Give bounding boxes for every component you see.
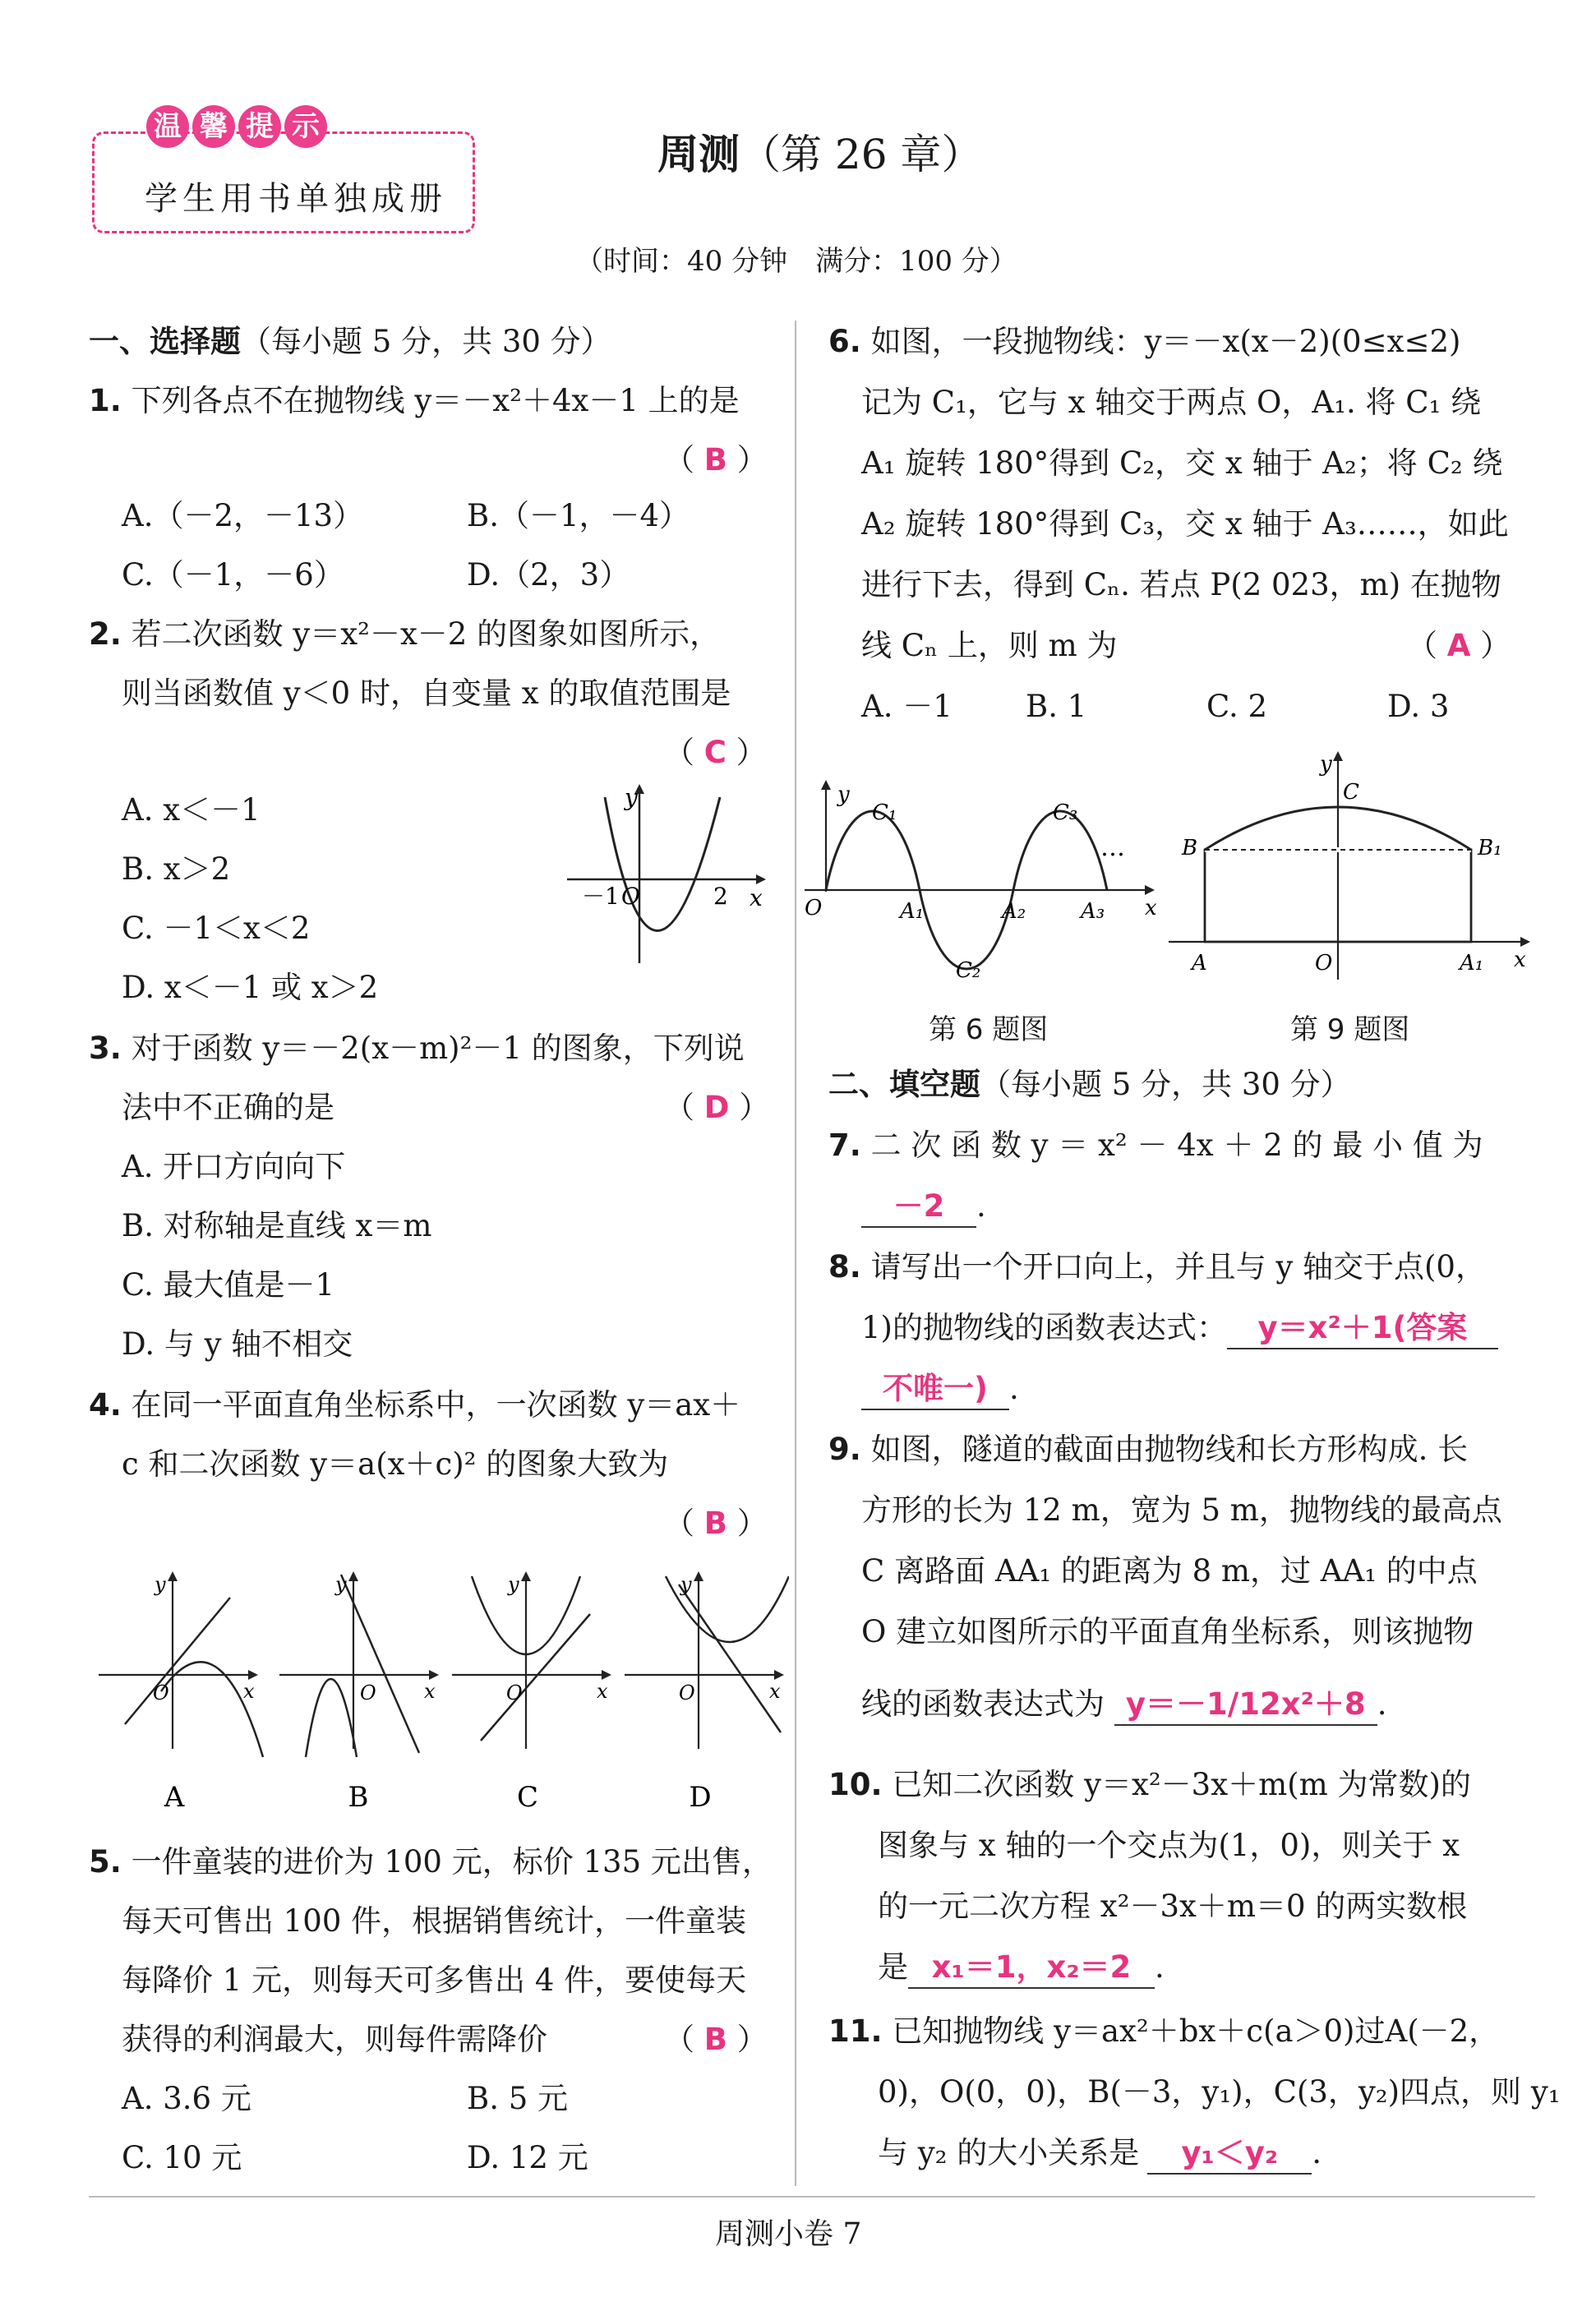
svg-text:O: O bbox=[153, 1681, 169, 1704]
q3-stem-2: 法中不正确的是 bbox=[122, 1090, 334, 1125]
q11-stem-3: 与 y₂ 的大小关系是 y₁＜y₂ . bbox=[878, 2133, 1322, 2175]
q3-answer: D bbox=[703, 1090, 730, 1125]
q2-opt-c: C. －1＜x＜2 bbox=[122, 911, 311, 946]
svg-text:x: x bbox=[597, 1680, 608, 1703]
q1-answer: B bbox=[703, 442, 727, 477]
q5-stem-2: 每天可售出 100 件，根据销售统计，一件童装 bbox=[122, 1903, 747, 1939]
q9-text-5: 线的函数表达式为 bbox=[861, 1686, 1105, 1722]
q9-stem-1 bbox=[828, 1430, 1468, 1469]
q9-number: 9. bbox=[828, 1432, 861, 1467]
fig9-caption: 第 9 题图 bbox=[1290, 1013, 1410, 1046]
title-sub: （第 26 章） bbox=[740, 131, 983, 178]
fig6-label-y: y bbox=[837, 782, 850, 807]
q10-text-4: 是 bbox=[878, 1949, 908, 1985]
fig6-label-a3: A₃ bbox=[1081, 899, 1105, 924]
section1-note: （每小题 5 分，共 30 分） bbox=[241, 324, 611, 359]
q7-answer: －2 bbox=[893, 1188, 945, 1224]
q9-stem-3: C 离路面 AA₁ 的距离为 8 m，过 AA₁ 的中点 bbox=[861, 1553, 1478, 1589]
q2-answer: C bbox=[703, 735, 727, 770]
q2-answer-slot: （ C ） bbox=[664, 735, 767, 770]
q4-answer-slot: （ B ） bbox=[664, 1506, 768, 1541]
q11-number: 11. bbox=[828, 2013, 883, 2049]
q2-stem-2: 则当函数值 y＜0 时，自变量 x 的取值范围是 bbox=[122, 676, 731, 711]
q4-label-a: A bbox=[164, 1781, 185, 1814]
q2-opt-d: D. x＜－1 或 x＞2 bbox=[122, 970, 379, 1005]
q1-opt-a: A.（－2，－13） bbox=[122, 498, 364, 533]
q8-text-1: 请写出一个开口向上，并且与 y 轴交于点(0， bbox=[870, 1249, 1486, 1285]
q6-number: 6. bbox=[828, 324, 861, 359]
q8-stem-3: 不唯一) . bbox=[861, 1369, 1019, 1410]
section2-note: （每小题 5 分，共 30 分） bbox=[980, 1067, 1351, 1102]
q9-stem-5: 线的函数表达式为 y＝－1/12x²＋8 . bbox=[861, 1685, 1387, 1726]
q5-opt-a: A. 3.6 元 bbox=[122, 2081, 251, 2116]
fig9-label-b: B bbox=[1182, 836, 1198, 860]
q5-number: 5. bbox=[89, 1844, 122, 1880]
q6-text-1: 如图，一段抛物线：y＝－x(x－2)(0≤x≤2) bbox=[870, 324, 1461, 359]
q8-stem-1 bbox=[828, 1248, 1486, 1287]
fig9-label-y: y bbox=[1320, 752, 1332, 777]
svg-text:x: x bbox=[769, 1680, 781, 1703]
q4-text-1: 在同一平面直角坐标系中，一次函数 y＝ax＋ bbox=[131, 1387, 741, 1423]
q5-text-1: 一件童装的进价为 100 元，标价 135 元出售， bbox=[131, 1844, 773, 1880]
fig9-label-a1: A₁ bbox=[1460, 951, 1484, 976]
q2-opt-a: A. x＜－1 bbox=[122, 792, 261, 828]
q2-opt-b: B. x＞2 bbox=[122, 851, 231, 887]
q11-answer: y₁＜y₂ bbox=[1181, 2135, 1279, 2170]
page-footer: 周测小卷 7 bbox=[715, 2217, 862, 2251]
q3-opt-c: C. 最大值是－1 bbox=[122, 1267, 335, 1303]
q4-graph-b bbox=[279, 1571, 439, 1757]
fig6-label-c3: C₃ bbox=[1053, 800, 1078, 825]
q6-answer-slot: （ A ） bbox=[1407, 628, 1511, 663]
q2-label-x: x bbox=[750, 884, 763, 911]
q4-label-b: B bbox=[348, 1781, 369, 1814]
q8-answer-2: 不唯一) bbox=[883, 1371, 988, 1406]
q10-stem-4: 是 x₁＝1，x₂＝2 . bbox=[878, 1948, 1165, 1989]
q5-opt-d: D. 12 元 bbox=[467, 2140, 588, 2175]
q4-label-c: C bbox=[516, 1781, 539, 1814]
q4-label-d: D bbox=[689, 1781, 712, 1814]
svg-text:x: x bbox=[424, 1680, 436, 1703]
q6-stem-2: 记为 C₁，它与 x 轴交于两点 O，A₁. 将 C₁ 绕 bbox=[861, 385, 1482, 420]
section2-heading bbox=[828, 1065, 1351, 1105]
q5-stem-3: 每降价 1 元，则每天可多售出 4 件，要使每天 bbox=[122, 1963, 747, 1998]
q3-opt-b: B. 对称轴是直线 x＝m bbox=[122, 1208, 432, 1243]
fig6-caption: 第 6 题图 bbox=[929, 1013, 1049, 1046]
fig9-label-c: C bbox=[1343, 780, 1359, 805]
q4-graph-c bbox=[452, 1571, 611, 1749]
footer-divider bbox=[89, 2196, 1535, 2198]
q9-answer: y＝－1/12x²＋8 bbox=[1125, 1686, 1366, 1722]
q3-number: 3. bbox=[89, 1031, 122, 1066]
q7-answer-line: －2 . bbox=[861, 1187, 986, 1228]
q8-number: 8. bbox=[828, 1249, 861, 1285]
q3-opt-d: D. 与 y 轴不相交 bbox=[122, 1326, 353, 1362]
q2-label-y: y bbox=[625, 784, 638, 811]
svg-text:y: y bbox=[335, 1573, 347, 1596]
q6-opt-a: A. －1 bbox=[861, 689, 953, 724]
fig9-label-a: A bbox=[1192, 951, 1207, 976]
tip-badges bbox=[146, 105, 330, 148]
fig6-label-a2: A₂ bbox=[1002, 899, 1026, 924]
q1-opt-b: B.（－1，－4） bbox=[467, 498, 690, 533]
q9-figure bbox=[1159, 748, 1537, 994]
q4-graph-d bbox=[625, 1571, 789, 1749]
svg-text:y: y bbox=[508, 1573, 519, 1596]
fig9-label-x: x bbox=[1514, 948, 1526, 972]
column-divider bbox=[795, 321, 796, 2186]
q4-number: 4. bbox=[89, 1387, 122, 1423]
q5-opt-c: C. 10 元 bbox=[122, 2140, 242, 2175]
q6-stem-4: A₂ 旋转 180°得到 C₃，交 x 轴于 A₃……，如此 bbox=[861, 506, 1509, 542]
q4-stem-2: c 和二次函数 y＝a(x＋c)² 的图象大致为 bbox=[122, 1446, 669, 1482]
q1-opt-c: C.（－1，－6） bbox=[122, 557, 344, 593]
svg-text:y: y bbox=[155, 1573, 166, 1596]
q8-stem-2 bbox=[861, 1308, 1498, 1349]
q1-number: 1. bbox=[89, 383, 122, 418]
q4-graph-a bbox=[99, 1571, 263, 1757]
q6-opt-d: D. 3 bbox=[1387, 689, 1450, 724]
q6-stem-5: 进行下去，得到 Cₙ. 若点 P(2 023，m) 在抛物 bbox=[861, 567, 1501, 602]
q7-text: 二 次 函 数 y ＝ x² － 4x ＋ 2 的 最 小 值 为 bbox=[870, 1128, 1483, 1163]
svg-text:O: O bbox=[360, 1681, 376, 1704]
tip-char-4: 示 bbox=[284, 105, 327, 148]
q2-x-arrow bbox=[756, 874, 766, 884]
q10-number: 10. bbox=[828, 1767, 883, 1802]
q2-stem-1 bbox=[89, 615, 720, 654]
fig9-label-b1: B₁ bbox=[1478, 836, 1502, 860]
q2-parabola bbox=[605, 797, 720, 931]
q3-stem-1 bbox=[89, 1029, 745, 1068]
q6-answer: A bbox=[1446, 628, 1471, 663]
title-main: 周测 bbox=[657, 131, 740, 178]
svg-text:O: O bbox=[679, 1681, 695, 1704]
q4-stem-1 bbox=[89, 1386, 740, 1425]
fig6-label-c2: C₂ bbox=[956, 958, 981, 983]
q2-label-o: O bbox=[621, 883, 640, 910]
q1-text: 下列各点不在抛物线 y＝－x²＋4x－1 上的是 bbox=[131, 383, 740, 418]
tip-char-1: 温 bbox=[146, 105, 189, 148]
tip-text: 学生用书单独成册 bbox=[145, 180, 447, 218]
q5-answer: B bbox=[703, 2022, 727, 2057]
q6-opt-b: B. 1 bbox=[1026, 689, 1087, 724]
fig6-label-o: O bbox=[805, 896, 823, 920]
section2-label: 二、填空题 bbox=[828, 1067, 980, 1102]
q6-stem-6: 线 Cₙ 上，则 m 为 bbox=[861, 628, 1118, 663]
q7-number: 7. bbox=[828, 1128, 861, 1163]
fig6-label-x: x bbox=[1145, 896, 1157, 920]
q2-label-2: 2 bbox=[713, 883, 728, 910]
q9-text-1: 如图，隧道的截面由抛物线和长方形构成. 长 bbox=[870, 1432, 1469, 1467]
section1-label: 一、选择题 bbox=[89, 324, 241, 359]
q8-text-2: 1)的抛物线的函数表达式： bbox=[861, 1310, 1227, 1345]
svg-text:y: y bbox=[680, 1573, 692, 1596]
q1-stem bbox=[89, 381, 740, 421]
q3-text-1: 对于函数 y＝－2(x－m)²－1 的图象，下列说 bbox=[131, 1031, 745, 1066]
page-title bbox=[657, 122, 982, 181]
q11-stem-2: 0)，O(0，0)，B(－3，y₁)，C(3，y₂)四点，则 y₁ bbox=[878, 2074, 1561, 2110]
q4-graphs bbox=[90, 1568, 789, 1815]
q10-stem-1 bbox=[828, 1765, 1471, 1805]
fig6-ellipsis: … bbox=[1100, 833, 1125, 862]
q1-opt-d: D.（2，3） bbox=[467, 557, 630, 593]
exam-meta: （时间：40 分钟 满分：100 分） bbox=[575, 245, 1017, 278]
fig6-label-a1: A₁ bbox=[900, 899, 925, 924]
fig9-label-o: O bbox=[1315, 951, 1333, 976]
svg-text:x: x bbox=[243, 1680, 255, 1703]
q6-figure bbox=[801, 777, 1163, 999]
q6-opt-c: C. 2 bbox=[1206, 689, 1268, 724]
q7-stem bbox=[828, 1126, 1483, 1165]
q10-answer: x₁＝1，x₂＝2 bbox=[931, 1949, 1132, 1985]
q2-label-neg1: －1 bbox=[582, 883, 620, 910]
q6-stem-3: A₁ 旋转 180°得到 C₂，交 x 轴于 A₂；将 C₂ 绕 bbox=[861, 445, 1503, 481]
section1-heading bbox=[89, 322, 611, 362]
q10-text-1: 已知二次函数 y＝x²－3x＋m(m 为常数)的 bbox=[892, 1767, 1471, 1802]
q5-answer-slot: （ B ） bbox=[664, 2022, 768, 2057]
q2-text-1: 若二次函数 y＝x²－x－2 的图象如图所示， bbox=[131, 616, 721, 652]
q5-opt-b: B. 5 元 bbox=[467, 2081, 569, 2116]
q3-opt-a: A. 开口方向向下 bbox=[122, 1149, 346, 1184]
q10-stem-3: 的一元二次方程 x²－3x＋m＝0 的两实数根 bbox=[878, 1889, 1468, 1924]
q8-answer-1: y＝x²＋1(答案 bbox=[1257, 1310, 1468, 1345]
q9-stem-4: O 建立如图所示的平面直角坐标系，则该抛物 bbox=[861, 1614, 1474, 1649]
q11-stem-1 bbox=[828, 2012, 1499, 2051]
q4-answer: B bbox=[703, 1506, 727, 1541]
q11-text-1: 已知抛物线 y＝ax²＋bx＋c(a＞0)过A(－2， bbox=[892, 2013, 1500, 2049]
svg-text:O: O bbox=[506, 1681, 523, 1704]
tip-char-2: 馨 bbox=[192, 105, 235, 148]
q3-answer-slot: （ D ） bbox=[664, 1090, 770, 1125]
q2-number: 2. bbox=[89, 616, 122, 652]
fig6-label-c1: C₁ bbox=[872, 800, 897, 825]
q6-stem-1 bbox=[828, 322, 1460, 362]
q10-stem-2: 图象与 x 轴的一个交点为(1，0)，则关于 x bbox=[878, 1828, 1460, 1863]
q2-graph bbox=[559, 781, 773, 970]
q1-answer-slot: （ B ） bbox=[664, 442, 768, 477]
tip-char-3: 提 bbox=[238, 105, 281, 148]
q11-text-3: 与 y₂ 的大小关系是 bbox=[878, 2135, 1140, 2170]
q9-stem-2: 方形的长为 12 m，宽为 5 m，抛物线的最高点 bbox=[861, 1492, 1502, 1528]
q5-stem-1 bbox=[89, 1843, 773, 1882]
q5-stem-4: 获得的利润最大，则每件需降价 bbox=[122, 2022, 547, 2057]
